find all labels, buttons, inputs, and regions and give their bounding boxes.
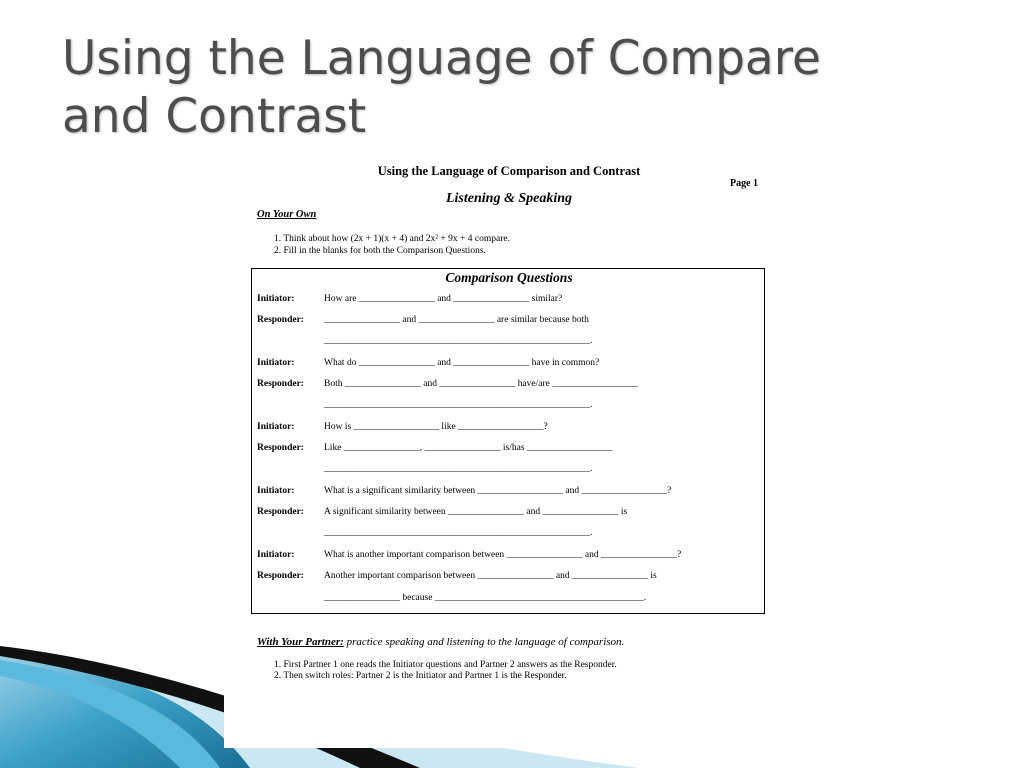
worksheet-title: Using the Language of Comparison and Contrast: [377, 164, 641, 178]
initiator-label: Initiator:: [257, 422, 295, 432]
instructions-list: [274, 233, 510, 257]
question-line: What do ________________ and ________________ have in common?: [324, 358, 600, 368]
responder-label: Responder:: [257, 443, 304, 453]
answer-line: ________________ because ____________________________________________.: [324, 593, 647, 603]
answer-line: ________________ and ________________ are similar because both: [324, 315, 589, 325]
partner-heading: With Your Partner:: [257, 636, 344, 648]
instruction-step: 2. Fill in the blanks for both the Comparison Questions.: [274, 246, 486, 256]
partner-steps-list: [274, 660, 617, 682]
responder-label: Responder:: [257, 571, 304, 581]
blank-line: ________________________________________________________.: [324, 336, 593, 346]
comparison-questions-box: [251, 268, 765, 614]
slide-title-line-1: Using the Language of Compare: [62, 31, 821, 86]
initiator-label: Initiator:: [257, 550, 295, 560]
question-line: How are ________________ and ________________ similar?: [324, 294, 563, 304]
question-line: What is another important comparison between ________________ and ________________?: [324, 550, 682, 560]
on-your-own-heading: On Your Own: [257, 209, 317, 220]
partner-step: 1. First Partner 1 one reads the Initiator questions and Partner 2 answers as the Responder.: [274, 660, 617, 670]
instruction-step: 1. Think about how (2x + 1)(x + 4) and 2x² + 9x + 4 compare.: [274, 234, 510, 244]
partner-text: practice speaking and listening to the language of comparison.: [343, 636, 625, 648]
answer-line: Another important comparison between ________________ and ________________ is: [324, 571, 657, 581]
comparison-questions-title: Comparison Questions: [445, 270, 573, 285]
worksheet-subtitle: Listening & Speaking: [445, 191, 573, 206]
worksheet-document: [224, 158, 784, 748]
initiator-label: Initiator:: [257, 358, 295, 368]
question-line: How is __________________ like __________________?: [324, 422, 548, 432]
answer-line: Both ________________ and ________________ have/are __________________: [324, 379, 638, 389]
initiator-label: Initiator:: [257, 294, 295, 304]
responder-label: Responder:: [257, 315, 304, 325]
initiator-label: Initiator:: [257, 486, 295, 496]
partner-instructions: [257, 636, 624, 648]
question-line: What is a significant similarity between __________________ and __________________?: [324, 486, 672, 496]
slide-title-line-2: and Contrast: [62, 89, 367, 144]
blank-line: ________________________________________________________.: [324, 400, 593, 410]
answer-line: A significant similarity between ________________ and ________________ is: [324, 507, 628, 517]
blank-line: ________________________________________________________.: [324, 464, 593, 474]
blank-line: ________________________________________________________.: [324, 528, 593, 538]
partner-step: 2. Then switch roles: Partner 2 is the Initiator and Partner 1 is the Responder.: [274, 671, 567, 681]
responder-label: Responder:: [257, 507, 304, 517]
page-number: Page 1: [730, 178, 759, 189]
answer-line: Like ________________, ________________ is/has __________________: [324, 443, 613, 453]
slide-title: [62, 30, 962, 146]
responder-label: Responder:: [257, 379, 304, 389]
